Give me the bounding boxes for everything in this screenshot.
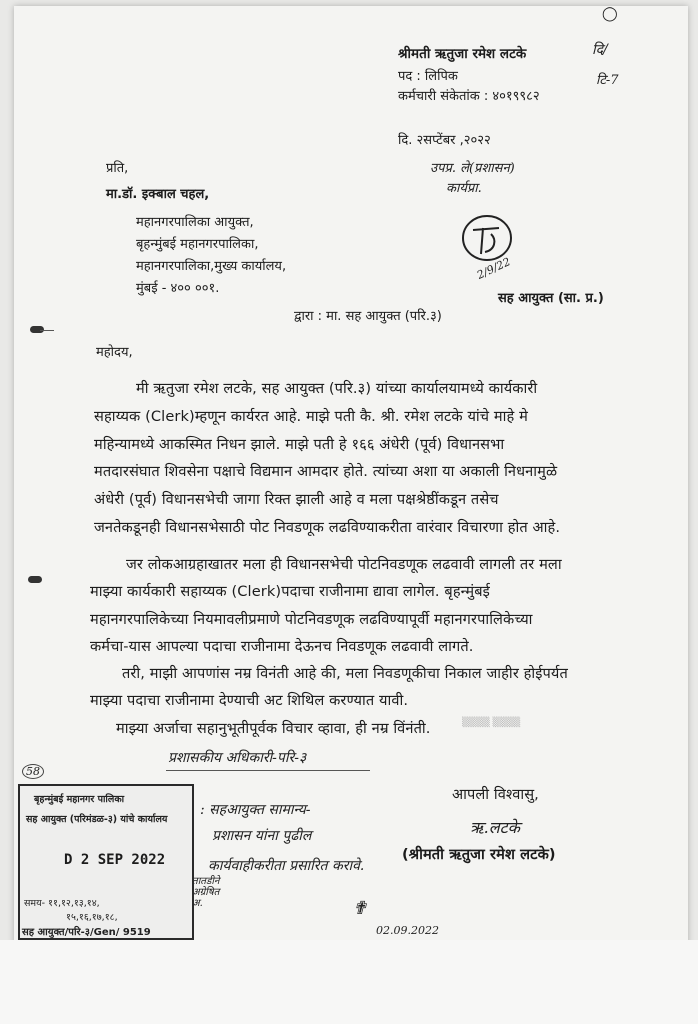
faint-stamp: ▒▒▒▒ ▒▒▒▒: [462, 718, 521, 728]
table-surface: [0, 940, 698, 1024]
body-line: मी ऋतुजा रमेश लटके, सह आयुक्त (परि.३) यांच्या कार्यालयामध्ये कार्यकारी: [136, 380, 538, 397]
stamp-times-1: समय- ११,१२,१३,१४,: [24, 898, 100, 909]
note-date: 02.09.2022: [376, 924, 439, 937]
stamp-line-2: सह आयुक्त (परिमंडळ-३) यांचे कार्यालय: [26, 814, 168, 825]
body-line: महानगरपालिकेच्या नियमावलीप्रमाणे पोटनिवडणूक लढविण्यापूर्वी महानगरपालिकेच्या: [90, 611, 533, 628]
corner-mark-side: टि-7: [596, 73, 619, 88]
body-line: जर लोकआग्रहाखातर मला ही विधानसभेची पोटनिवडणूक लढवावी लागली तर मला: [126, 556, 562, 573]
closing-signature: ऋ.लटके: [470, 818, 520, 837]
stamp-date: D 2 SEP 2022: [64, 852, 166, 868]
annotation-office: सह आयुक्त (सा. प्र.): [498, 291, 604, 306]
closing-yours: आपली विश्वासु,: [452, 786, 539, 803]
recipient-line-2: बृहन्मुंबई महानगरपालिका,: [136, 237, 259, 252]
recipient-name: मा.डॉ. इक्बाल चहल,: [106, 187, 210, 202]
body-line: सहाय्यक (Clerk)म्हणून कार्यरत आहे. माझे पती कै. श्री. रमेश लटके यांचे माहे मे: [94, 408, 528, 425]
employee-code: कर्मचारी संकेतांक : ४०१९९८२: [398, 89, 540, 104]
body-line: अंधेरी (पूर्व) विधानसभेची जागा रिक्त झाली आहे व मला पक्षश्रेष्ठींकडून तसेच: [94, 491, 499, 508]
note-initial: ✟: [352, 898, 368, 919]
office-stamp: [18, 784, 194, 940]
note-line-4: कार्यवाहीकरीता प्रसारित करावे.: [208, 858, 365, 874]
recipient-line-1: महानगरपालिका आयुक्त,: [136, 215, 254, 230]
body-line: माझ्या अर्जाचा सहानुभूतीपूर्वक विचार व्हावा, ही नम्र विंनंती.: [116, 720, 431, 737]
corner-mark: ◯: [602, 6, 618, 22]
note-side: तातडीने अग्रेषित अ.: [192, 876, 220, 909]
recipient-line-4: मुंबई - ४०० ००१.: [136, 281, 220, 296]
stamp-times-2: १५,१६,१७,१८,: [66, 912, 118, 923]
closing-name: (श्रीमती ऋतुजा रमेश लटके): [402, 846, 556, 863]
note-underline: [166, 770, 370, 771]
letter-date: दि. २सप्टेंबर ,२०२२: [398, 133, 491, 148]
recipient-line-3: महानगरपालिका,मुख्य कार्यालय,: [136, 259, 287, 274]
signature-circle-icon: [455, 210, 525, 270]
hole-mark: [40, 330, 54, 331]
body-line: माझ्या पदाचा राजीनामा देण्याची अट शिथिल करण्यात यावी.: [90, 692, 409, 709]
salutation: महोदय,: [96, 345, 133, 360]
annotation-line-2: कार्यप्रा.: [446, 181, 482, 196]
body-line: तरी, माझी आपणांस नम्र विनंती आहे की, मला निवडणूकीचा निकाल जाहीर होईपर्यत: [122, 665, 568, 682]
note-line-2: : सहआयुक्त सामान्य-: [200, 802, 311, 818]
via-line: द्वारा : मा. सह आयुक्त (परि.३): [294, 309, 442, 324]
note-line-3: प्रशासन यांना पुढील: [212, 828, 312, 844]
stamp-ref: सह आयुक्त/परि-३/Gen/ 9519: [22, 927, 151, 938]
note-line-1: प्रशासकीय अधिकारी-परि-३: [168, 750, 307, 766]
body-line: माझ्या कार्यकारी सहाय्यक (Clerk)पदाचा राजीनामा द्यावा लागेल. बृहन्मुंबई: [90, 583, 490, 600]
body-line: महिन्यामध्ये आकस्मित निधन झाले. माझे पती हे १६६ अंधेरी (पूर्व) विधानसभा: [94, 436, 505, 453]
sender-post: पद : लिपिक: [398, 69, 458, 84]
prati-label: प्रति,: [106, 161, 129, 176]
annotation-sign-date: 2/9/22: [474, 255, 513, 282]
corner-mark-top: दि/: [592, 42, 608, 58]
body-line: जनतेकडूनही विधानसभेसाठी पोट निवडणूक लढविण्याकरीता वारंवार विचारणा होत आहे.: [94, 519, 561, 536]
stamp-number: 58: [22, 764, 44, 779]
body-line: मतदारसंघात शिवसेना पक्षाचे विद्यमान आमदार होते. त्यांच्या अशा या अकाली निधनामुळे: [94, 463, 558, 480]
annotation-line-1: उपप्र. ले(प्रशासन): [430, 161, 515, 176]
sender-name: श्रीमती ऋतुजा रमेश लटके: [398, 46, 527, 62]
stamp-line-1: बृहन्मुंबई महानगर पालिका: [34, 794, 125, 805]
punch-hole: [28, 576, 42, 583]
body-line: कर्मचा-यास आपल्या पदाचा राजीनामा देऊनच निवडणूक लढवावी लागते.: [90, 638, 474, 655]
